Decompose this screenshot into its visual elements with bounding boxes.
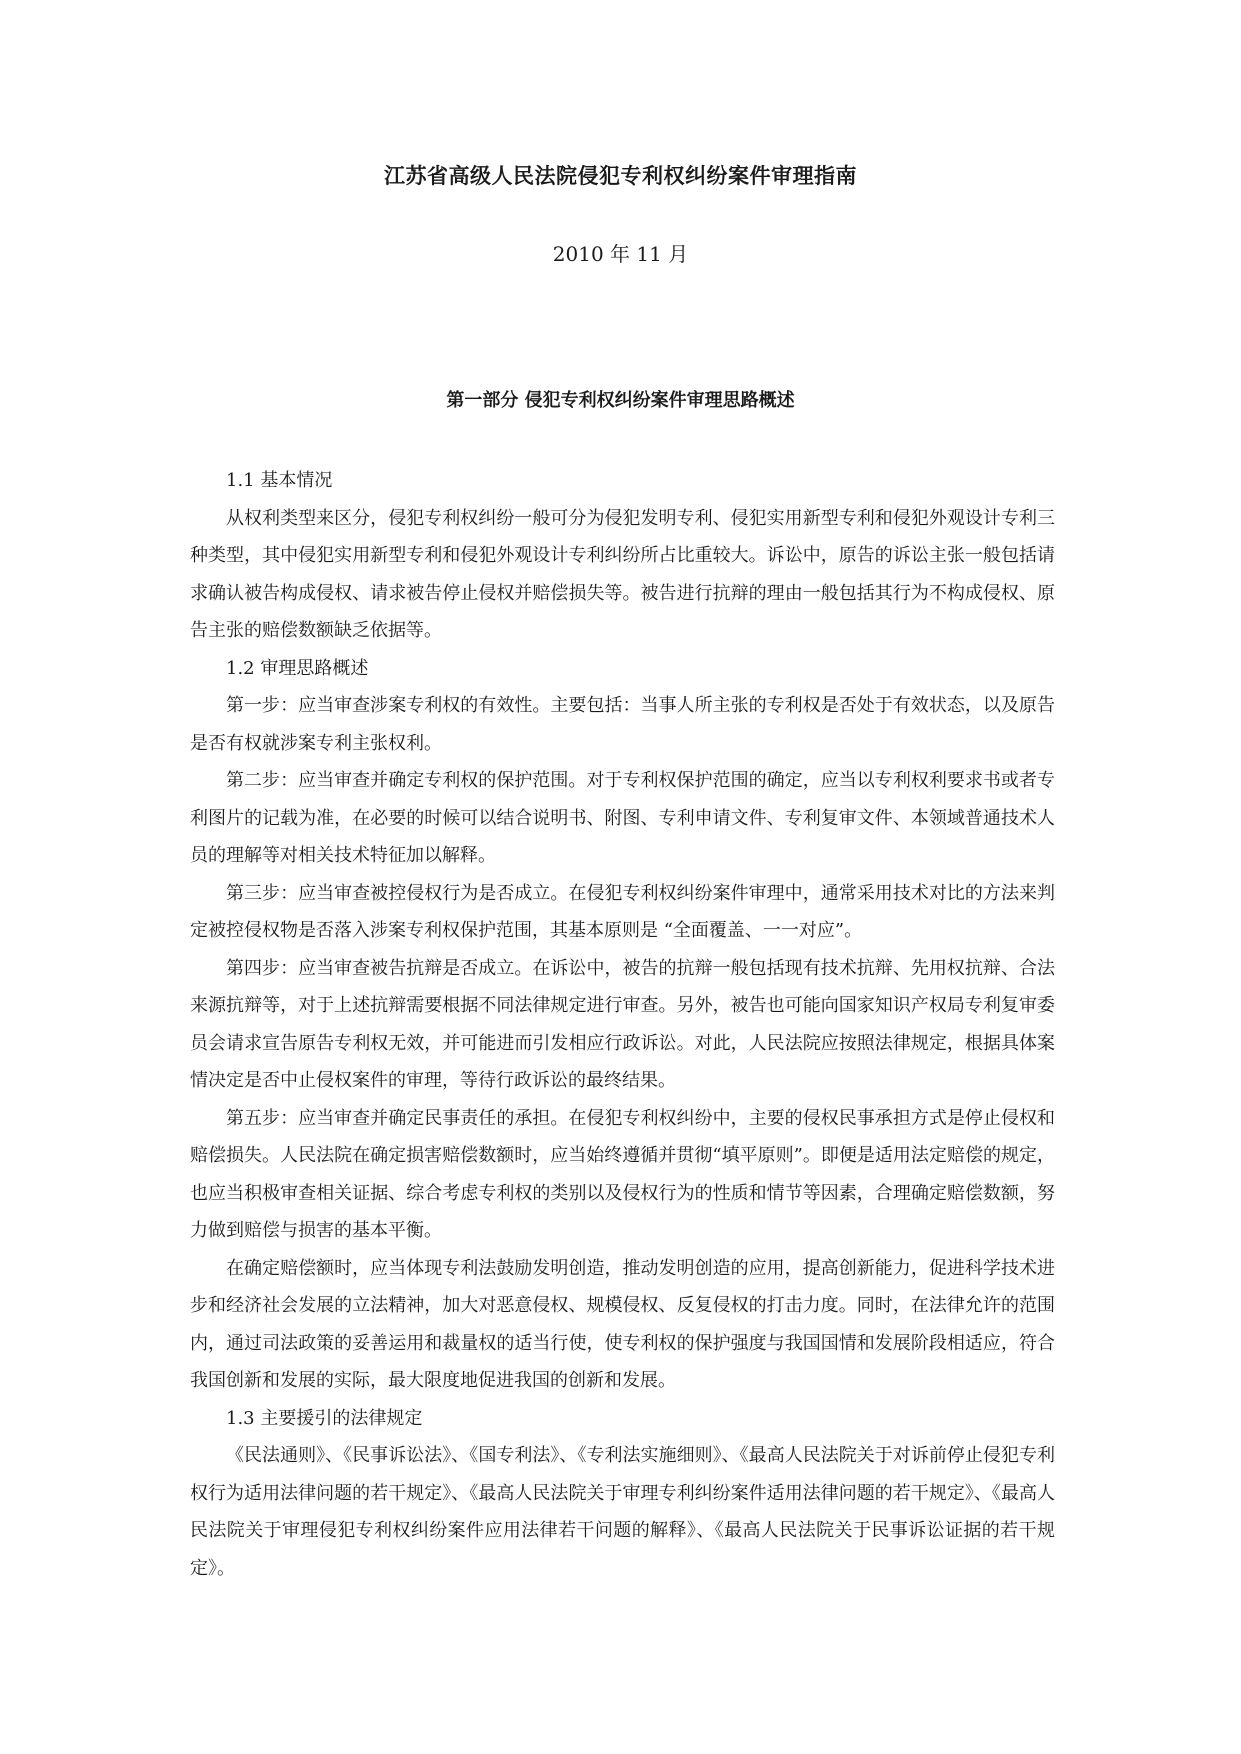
paragraph: 从权利类型来区分，侵犯专利权纠纷一般可分为侵犯发明专利、侵犯实用新型专利和侵犯外观设计专利三种类型，其中侵犯实用新型专利和侵犯外观设计专利纠纷所占比重较大。诉讼中，原告的诉讼主张一般包括请求确认被告构成侵权、请求被告停止侵权并赔偿损失等。被告进行抗辩的理由一般包括其行为不构成侵权、原告主张的赔偿数额缺乏依据等。 <box>190 507 1055 641</box>
section-heading-1-1: 1.1 基本情况 <box>226 470 333 491</box>
document-body <box>190 462 1055 1587</box>
section-heading-1-3: 1.3 主要援引的法律规定 <box>226 1407 423 1429</box>
paragraph: 第四步：应当审查被告抗辩是否成立。在诉讼中，被告的抗辩一般包括现有技术抗辩、先用权抗辩、合法来源抗辩等，对于上述抗辩需要根据不同法律规定进行审查。另外，被告也可能向国家知识产权局专利复审委员会请求宣告原告专利权无效，并可能进而引发相应行政诉讼。对此，人民法院应按照法律规定，根据具体案情决定是否中止侵权案件的审理，等待行政诉讼的最终结果。 <box>190 957 1055 1091</box>
part-title: 第一部分 侵犯专利权纠纷案件审理思路概述 <box>446 390 795 411</box>
paragraph: 第二步：应当审查并确定专利权的保护范围。对于专利权保护范围的确定，应当以专利权利要求书或者专利图片的记载为准，在必要的时候可以结合说明书、附图、专利申请文件、专利复审文件、本领域普通技术人员的理解等对相关技术特征加以解释。 <box>190 770 1055 866</box>
paragraph: 第一步：应当审查涉案专利权的有效性。主要包括：当事人所主张的专利权是否处于有效状态，以及原告是否有权就涉案专利主张权利。 <box>190 695 1055 754</box>
section-heading-1-2: 1.2 审理思路概述 <box>226 657 369 679</box>
paragraph: 第五步：应当审查并确定民事责任的承担。在侵犯专利权纠纷中，主要的侵权民事承担方式是停止侵权和赔偿损失。人民法院在确定损害赔偿数额时，应当始终遵循并贯彻“填平原则”。即便是适用法定赔偿的规定，也应当积极审查相关证据、综合考虑专利权的类别以及侵权行为的性质和情节等因素，合理确定赔偿数额，努力做到赔偿与损害的基本平衡。 <box>190 1107 1055 1241</box>
paragraph: 第三步：应当审查被控侵权行为是否成立。在侵犯专利权纠纷案件审理中，通常采用技术对比的方法来判定被控侵权物是否落入涉案专利权保护范围，其基本原则是 “全面覆盖、一一对应”。 <box>190 882 1055 941</box>
paragraph: 在确定赔偿额时，应当体现专利法鼓励发明创造，推动发明创造的应用，提高创新能力，促进科学技术进步和经济社会发展的立法精神，加大对恶意侵权、规模侵权、反复侵权的打击力度。同时，在法律允许的范围内，通过司法政策的妥善运用和裁量权的适当行使，使专利权的保护强度与我国国情和发展阶段相适应，符合我国创新和发展的实际，最大限度地促进我国的创新和发展。 <box>190 1257 1055 1391</box>
paragraph: 《民法通则》、《民事诉讼法》、《国专利法》、《专利法实施细则》、《最高人民法院关于对诉前停止侵犯专利权行为适用法律问题的若干规定》、《最高人民法院关于审理专利纠纷案件适用法律问题的若干规定》、《最高人民法院关于审理侵犯专利权纠纷案件应用法律若干问题的解释》、《最高人民法院关于民事诉讼证据的若干规定》。 <box>190 1445 1055 1579</box>
document-title: 江苏省高级人民法院侵犯专利权纠纷案件审理指南 <box>384 163 857 188</box>
document-date: 2010 年 11 月 <box>552 242 689 266</box>
